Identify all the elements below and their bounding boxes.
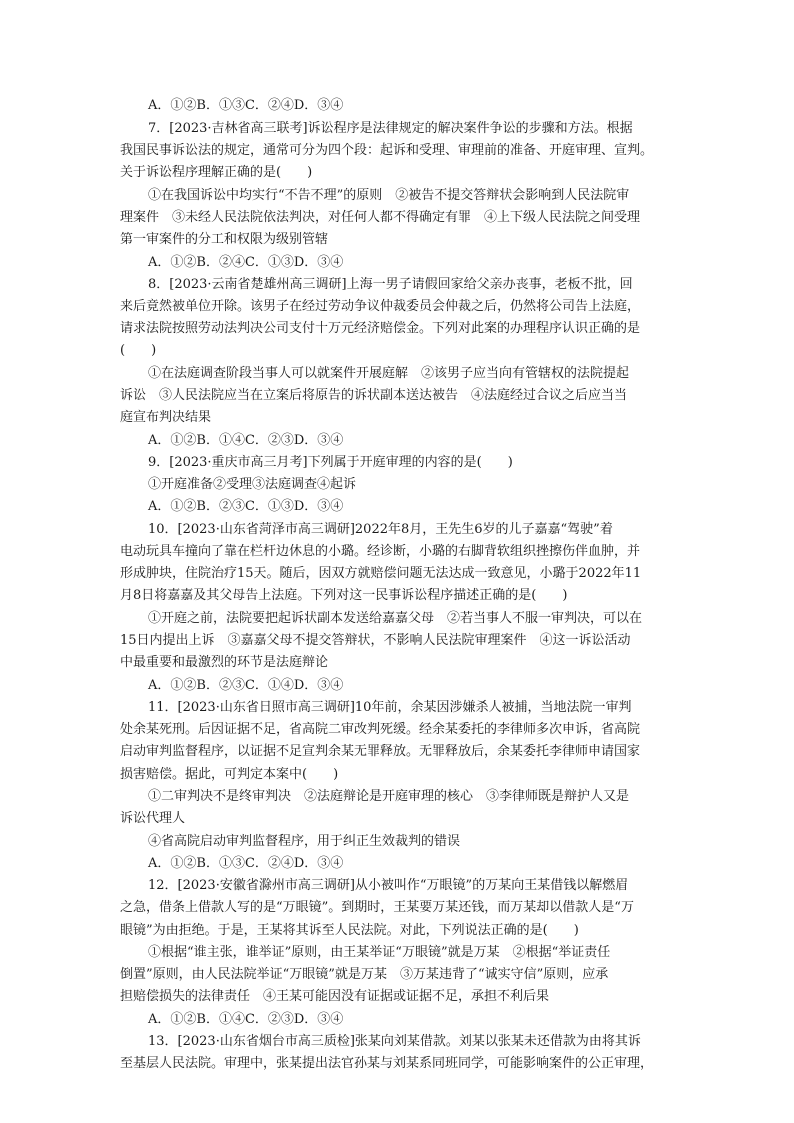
text-line: 理案件 ③未经人民法院依法判决，对任何人都不得确定有罪 ④上下级人民法院之间受理 bbox=[120, 210, 641, 225]
text-line: 倒置”原则，由人民法院举证“万眼镜”就是万某 ③万某违背了“诚实守信”原则，应承 bbox=[120, 967, 609, 982]
text-line: 眼镜”为由拒绝。于是，王某将其诉至人民法院。对此，下列说法正确的是( ) bbox=[120, 923, 579, 938]
text-line: ( ) bbox=[120, 343, 157, 358]
text-line: 12．[2023·安徽省滁州市高三调研]从小被叫作“万眼镜”的万某向王某借钱以解燃眉 bbox=[148, 878, 629, 893]
text-line: 之急，借条上借款人写的是“万眼镜”。到期时，王某要万某还钱，而万某却以借款人是“万 bbox=[120, 900, 634, 915]
text-line: ④省高院启动审判监督程序，用于纠正生效裁判的错误 bbox=[148, 834, 461, 849]
text-line: ①根据“谁主张，谁举证”原则，由王某举证“万眼镜”就是万某 ②根据“举证责任 bbox=[148, 945, 611, 960]
text-line: 诉讼 ③人民法院应当在立案后将原告的诉状副本送达被告 ④法庭经过合议之后应当当 bbox=[120, 388, 628, 403]
text-line: 来后竟然被单位开除。该男子在经过劳动争议仲裁委员会仲裁之后，仍然将公司告上法庭， bbox=[120, 299, 641, 314]
text-line: 请求法院按照劳动法判决公司支付十万元经济赔偿金。下列对此案的办理程序认识正确的是 bbox=[120, 321, 641, 336]
text-line: 关于诉讼程序理解正确的是( ) bbox=[120, 165, 313, 180]
text-line: ①二审判决不是终审判决 ②法庭辩论是开庭审理的核心 ③李律师既是辩护人又是 bbox=[148, 789, 630, 804]
text-line: A．①②B．①③C．②④D．③④ bbox=[148, 856, 344, 871]
text-line: 8．[2023·云南省楚雄州高三调研]上海一男子请假回家给父亲办丧事，老板不批，回 bbox=[148, 277, 633, 292]
text-line: A．①②B．②③C．①④D．③④ bbox=[148, 678, 344, 693]
text-line: A．①②B．②④C．①③D．③④ bbox=[148, 255, 344, 270]
text-line: 10．[2023·山东省菏泽市高三调研]2022年8月，王先生6岁的儿子嘉嘉“驾驶”着 bbox=[148, 522, 613, 537]
text-line: ①在我国诉讼中均实行“不告不理”的原则 ②被告不提交答辩状会影响到人民法院审 bbox=[148, 188, 630, 203]
text-line: 形成肿块，住院治疗15天。随后，因双方就赔偿问题无法达成一致意见，小璐于2022年11 bbox=[120, 566, 642, 581]
text-line: 至基层人民法院。审理中，张某提出法官孙某与刘某系同班同学，可能影响案件的公正审理， bbox=[120, 1056, 654, 1071]
text-line: 7．[2023·吉林省高三联考]诉讼程序是法律规定的解决案件争讼的步骤和方法。根据 bbox=[148, 121, 633, 136]
text-line: A．①②B．②③C．①③D．③④ bbox=[148, 499, 344, 514]
text-line: 9．[2023·重庆市高三月考]下列属于开庭审理的内容的是( ) bbox=[148, 455, 513, 470]
text-line: 启动审判监督程序，以证据不足宣判余某无罪释放。无罪释放后，余某委托李律师申请国家 bbox=[120, 744, 641, 759]
text-line: 电动玩具车撞向了靠在栏杆边休息的小璐。经诊断，小璐的右脚背软组织挫擦伤伴血肿，并 bbox=[120, 544, 641, 559]
text-line: 担赔偿损失的法律责任 ④王某可能因没有证据或证据不足，承担不利后果 bbox=[120, 989, 550, 1004]
text-line: 中最重要和最激烈的环节是法庭辩论 bbox=[120, 655, 329, 670]
text-line: 我国民事诉讼法的规定，通常可分为四个段：起诉和受理、审理前的准备、开庭审理、宣判。 bbox=[120, 143, 654, 158]
text-line: A．①②B．①④C．②③D．③④ bbox=[148, 1012, 344, 1027]
text-line: 13．[2023·山东省烟台市高三质检]张某向刘某借款。刘某以张某未还借款为由将其诉 bbox=[148, 1034, 641, 1049]
text-line: 损害赔偿。据此，可判定本案中( ) bbox=[120, 767, 339, 782]
text-line: ①开庭准备②受理③法庭调查④起诉 bbox=[148, 477, 357, 492]
text-line: A．①②B．①④C．②③D．③④ bbox=[148, 433, 344, 448]
text-line: 15日内提出上诉 ③嘉嘉父母不提交答辩状，不影响人民法院审理案件 ④这一诉讼活动 bbox=[120, 633, 631, 648]
text-line: ①开庭之前，法院要把起诉状副本发送给嘉嘉父母 ②若当事人不服一审判决，可以在 bbox=[148, 611, 643, 626]
text-line: 处余某死刑。后因证据不足，省高院二审改判死缓。经余某委托的李律师多次申诉，省高院 bbox=[120, 722, 641, 737]
text-line: 第一审案件的分工和权限为级别管辖 bbox=[120, 232, 329, 247]
text-line: 11．[2023·山东省日照市高三调研]10年前，余某因涉嫌杀人被捕，当地法院一审判 bbox=[148, 700, 632, 715]
text-line: 诉讼代理人 bbox=[120, 811, 186, 826]
text-line: 月8日将嘉嘉及其父母告上法庭。下列对这一民事诉讼程序描述正确的是( ) bbox=[120, 588, 568, 603]
text-line: 庭宣布判决结果 bbox=[120, 410, 212, 425]
text-line: ①在法庭调查阶段当事人可以就案件开展庭解 ②该男子应当向有管辖权的法院提起 bbox=[148, 366, 630, 381]
text-line: A．①②B．①③C．②④D．③④ bbox=[148, 98, 344, 113]
